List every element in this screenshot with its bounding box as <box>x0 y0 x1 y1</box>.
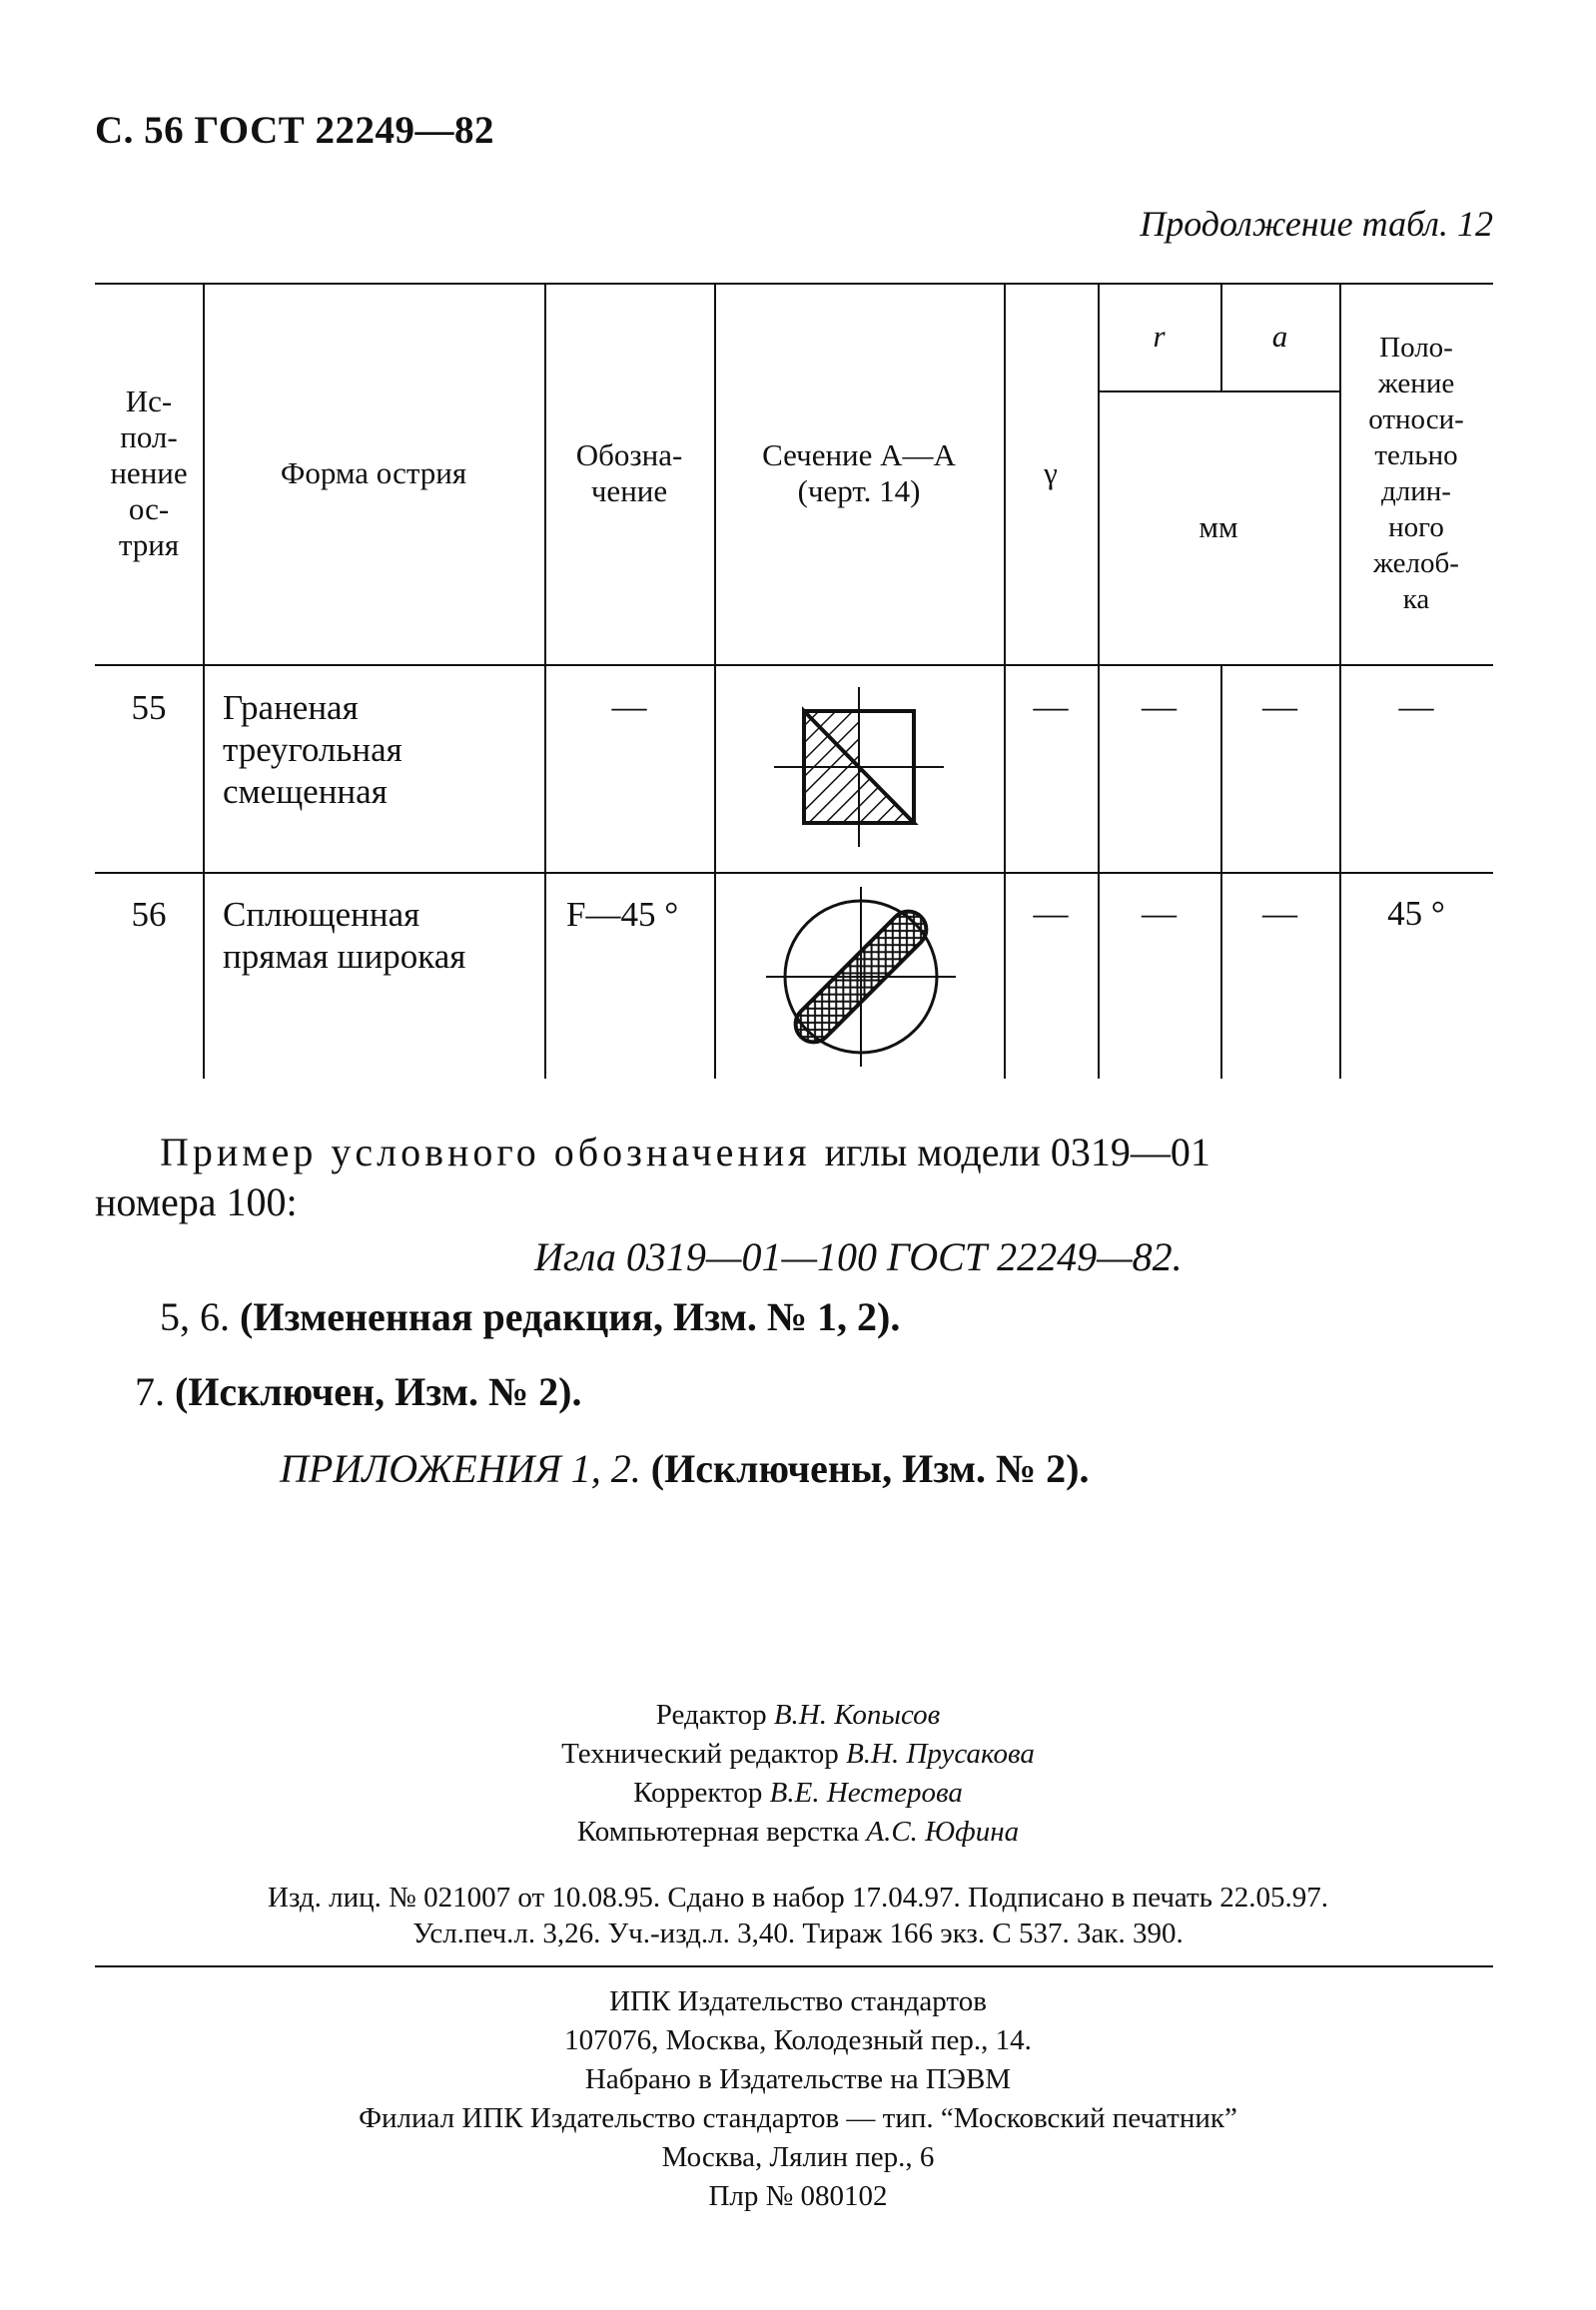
row-number: 55 <box>131 688 167 727</box>
example-designation: Игла 0319—01—100 ГОСТ 22249—82. <box>534 1234 1183 1279</box>
row-position: — <box>1398 687 1434 726</box>
row-gamma: — <box>1033 687 1069 726</box>
amendment-note: 5, 6. (Измененная редакция, Изм. № 1, 2). <box>160 1294 901 1339</box>
header-units: мм <box>1198 509 1238 544</box>
flat-section-figure <box>766 887 956 1067</box>
header-designation: Обозна- чение <box>575 437 683 508</box>
row-number: 56 <box>131 895 167 934</box>
header-gamma: γ <box>1044 455 1058 490</box>
row-a: — <box>1262 894 1297 933</box>
needle-tip-table <box>95 283 1493 1079</box>
imprint-divider <box>95 1965 1493 1967</box>
header-groove-position: Поло- жение относи- тельно длин- ного желоб- ка <box>1368 332 1464 615</box>
amendment-note: ПРИЛОЖЕНИЯ 1, 2. (Исключены, Изм. № 2). <box>280 1446 1090 1491</box>
row-shape: Сплющенная прямая широкая <box>223 895 466 976</box>
page-title: С. 56 ГОСТ 22249—82 <box>95 109 494 152</box>
imprint-block: Изд. лиц. № 021007 от 10.08.95. Сдано в набор 17.04.97. Подписано в печать 22.05.97. Усл.печ.л. 3,26. Уч.-изд.л. 3,40. Тираж 166 экз. С 537. Зак. 390. <box>268 1882 1328 1949</box>
header-bottom-rule <box>95 664 1493 666</box>
example-intro: Пример условного обозначения иглы модели 0319—01 <box>160 1130 1210 1174</box>
row-a: — <box>1262 687 1297 726</box>
header-variant: Ис- пол- нение ос- трия <box>110 384 188 562</box>
example-continuation: номера 100: <box>95 1179 298 1224</box>
credit-line: Редактор В.Н. Копысов <box>655 1699 941 1731</box>
publisher-block: ИПК Издательство стандартов 107076, Москва, Колодезный пер., 14. Набрано в Издательстве на ПЭВМ Филиал ИПК Издательство стандартов — тип. “Московский печатник” Москва, Лялин пер., 6 Плр № 080102 <box>359 1985 1237 2212</box>
row-r: — <box>1142 687 1177 726</box>
header-a: a <box>1271 319 1288 354</box>
row-divider <box>95 872 1493 874</box>
row-gamma: — <box>1033 894 1069 933</box>
credit-line: Корректор В.Е. Нестерова <box>633 1777 963 1809</box>
header-r: r <box>1153 319 1166 354</box>
header-tip-shape: Форма острия <box>280 455 467 490</box>
row-designation: — <box>611 687 647 726</box>
row-position: 45 ° <box>1387 894 1445 933</box>
row-designation: F—45 ° <box>566 895 679 934</box>
table-continuation-label: Продолжение табл. 12 <box>1140 204 1493 244</box>
credits-block <box>0 1696 1596 1852</box>
credit-line: Технический редактор В.Н. Прусакова <box>561 1738 1035 1770</box>
row-r: — <box>1142 894 1177 933</box>
triangular-section-figure <box>774 687 944 847</box>
credit-line: Компьютерная верстка А.С. Юфина <box>576 1816 1020 1848</box>
header-section: Сечение А—А (черт. 14) <box>762 437 956 508</box>
amendment-note: 7. (Исключен, Изм. № 2). <box>135 1369 582 1414</box>
row-shape: Граненая треугольная смещенная <box>223 688 402 811</box>
